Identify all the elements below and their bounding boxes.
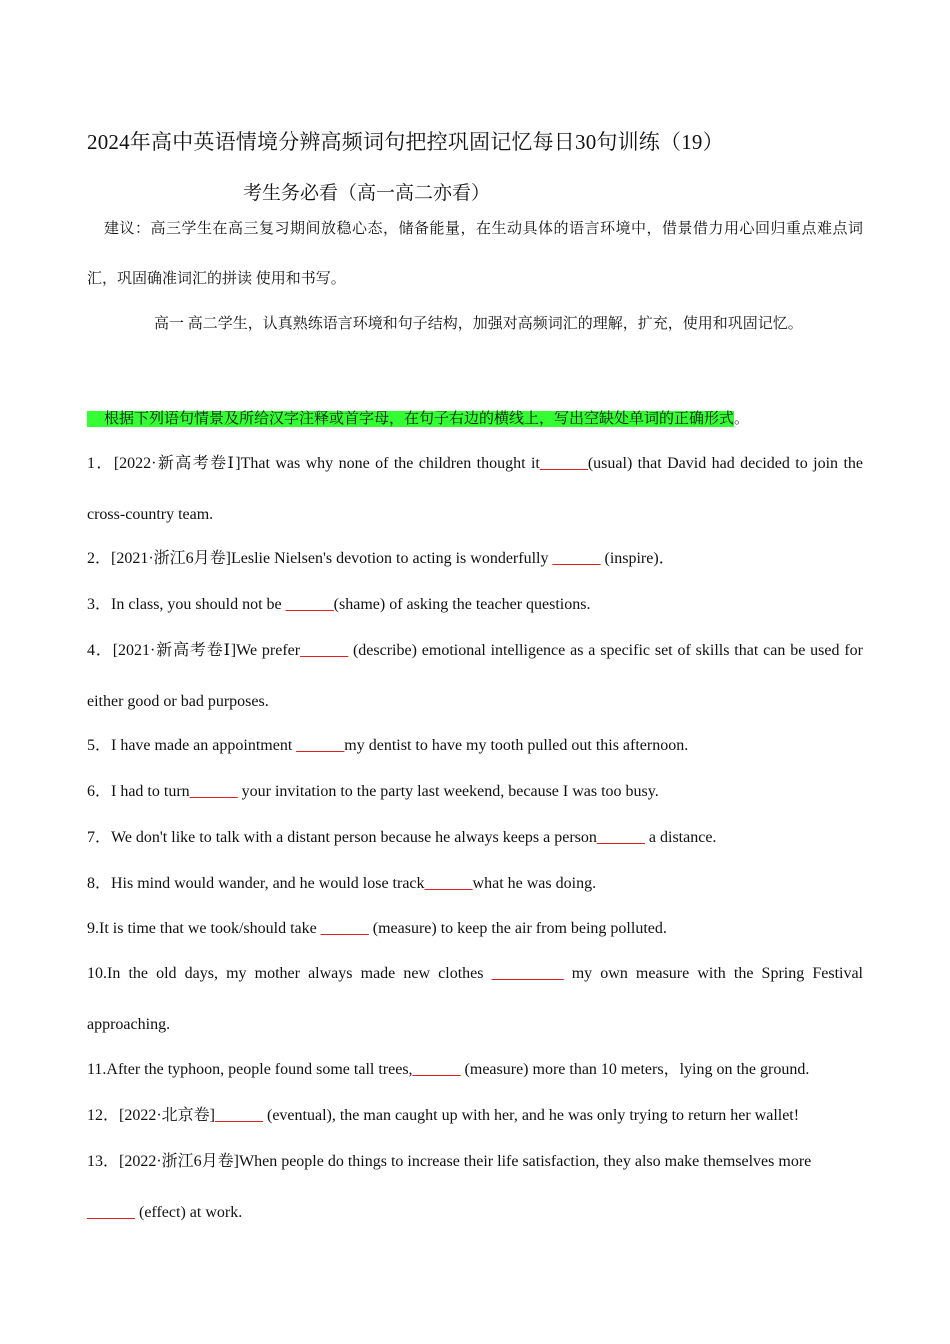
- answer-blank[interactable]: ______: [539, 455, 588, 472]
- advice-paragraph-2: 高一 高二学生，认真熟练语言环境和句子结构，加强对高频词汇的理解，扩充，使用和巩固记忆。: [154, 316, 803, 332]
- answer-blank[interactable]: ______: [596, 829, 645, 846]
- answer-blank[interactable]: ______: [215, 1107, 263, 1124]
- answer-blank[interactable]: ______: [300, 642, 349, 659]
- answer-blank[interactable]: ______: [189, 783, 238, 800]
- question-item: 10.In the old days, my mother always made new clothes _________ my own measure with the Spring Festival approaching.: [87, 965, 864, 1033]
- answer-blank[interactable]: ______: [320, 920, 369, 937]
- question-item: 1．[2022·新高考卷Ⅰ]That was why none of the children thought it______(usual) that David had decided to join the cross-country team.: [87, 455, 863, 523]
- instruction-end: 。: [734, 411, 750, 427]
- question-item: 11.After the typhoon, people found some tall trees,______ (measure) more than 10 meters，lying on the ground.: [87, 1061, 810, 1078]
- question-item: 7．We don't like to talk with a distant person because he always keeps a person______ a distance.: [87, 829, 717, 846]
- instruction-highlight: 根据下列语句情景及所给汉字注释或首字母，在句子右边的横线上，写出空缺处单词的正确形式: [87, 411, 734, 427]
- question-item: 5．I have made an appointment ______my dentist to have my tooth pulled out this afternoon.: [87, 737, 689, 754]
- page-title: 2024年高中英语情境分辨高频词句把控巩固记忆每日30句训练（19）: [87, 130, 724, 154]
- answer-blank[interactable]: ______: [285, 596, 334, 613]
- answer-blank[interactable]: ______: [552, 550, 601, 567]
- question-item: 3．In class, you should not be ______(shame) of asking the teacher questions.: [87, 596, 591, 613]
- question-item: 6．I had to turn______ your invitation to the party last weekend, because I was too busy.: [87, 783, 659, 800]
- answer-blank[interactable]: ______: [424, 875, 473, 892]
- answer-blank[interactable]: ______: [87, 1204, 135, 1221]
- advice-paragraph-1: 建议：高三学生在高三复习期间放稳心态，储备能量，在生动具体的语言环境中，借景借力用心回归重点难点词汇，巩固确准词汇的拼读 使用和书写。: [87, 221, 863, 287]
- question-item: 4．[2021·新高考卷Ⅰ]We prefer______ (describe) emotional intelligence as a specific set of skills that can be used for either good or bad purposes.: [87, 642, 863, 710]
- question-item: 8．His mind would wander, and he would lose track______what he was doing.: [87, 875, 597, 892]
- question-item: 12．[2022·北京卷]______ (eventual), the man caught up with her, and he was only trying to return her wallet!: [87, 1107, 800, 1124]
- question-item: 2．[2021·浙江6月卷]Leslie Nielsen's devotion to acting is wonderfully ______ (inspire)．: [87, 550, 675, 567]
- answer-blank[interactable]: ______: [296, 737, 345, 754]
- instruction-line: [87, 405, 749, 433]
- answer-blank[interactable]: ______: [412, 1061, 461, 1078]
- question-item: 9.It is time that we took/should take ______ (measure) to keep the air from being polluted.: [87, 920, 667, 937]
- page-subtitle: 考生务必看（高一高二亦看）: [243, 183, 491, 204]
- answer-blank[interactable]: _________: [491, 965, 564, 982]
- question-item: 13．[2022·浙江6月卷]When people do things to increase their life satisfaction, they also make themselves more ______ (effect) at work.: [87, 1153, 812, 1221]
